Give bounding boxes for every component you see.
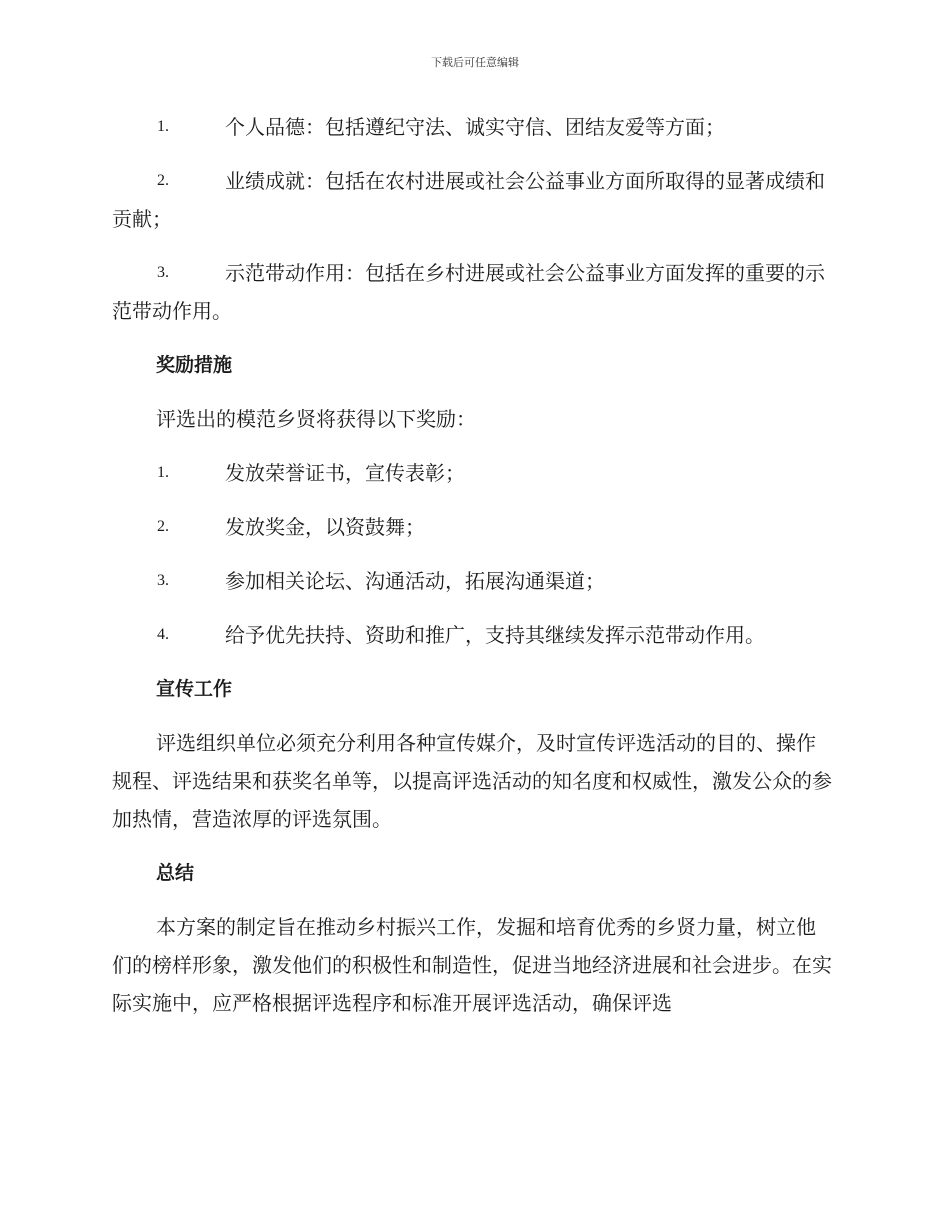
section-heading-summary: 总结 xyxy=(156,862,195,884)
list-item-text: 示范带动作用：包括在乡村进展或社会公益事业方面发挥的重要的示范带动作用。 xyxy=(112,261,825,323)
list-number: 3. xyxy=(157,572,169,589)
list-item-text: 业绩成就：包括在农村进展或社会公益事业方面所取得的显著成绩和贡献； xyxy=(112,169,825,231)
reward-item xyxy=(112,508,834,546)
list-item-text: 给予优先扶持、资助和推广，支持其继续发挥示范带动作用。 xyxy=(225,623,765,647)
document-body xyxy=(112,108,834,1022)
reward-item xyxy=(112,616,834,654)
list-number: 2. xyxy=(157,518,169,535)
rewards-intro: 评选出的模范乡贤将获得以下奖励： xyxy=(156,407,476,431)
list-item-text: 个人品德：包括遵纪守法、诚实守信、团结友爱等方面； xyxy=(225,115,725,139)
section-heading-rewards: 奖励措施 xyxy=(156,354,233,376)
criteria-item xyxy=(112,162,834,238)
list-number: 1. xyxy=(157,118,169,135)
publicity-paragraph: 评选组织单位必须充分利用各种宣传媒介，及时宣传评选活动的目的、操作规程、评选结果和获奖名单等，以提高评选活动的知名度和权威性，激发公众的参加热情，营造浓厚的评选氛围。 xyxy=(112,731,832,831)
criteria-item xyxy=(112,254,834,330)
list-item-text: 参加相关论坛、沟通活动，拓展沟通渠道； xyxy=(225,569,605,593)
reward-item xyxy=(112,562,834,600)
list-number: 3. xyxy=(157,264,169,281)
list-number: 4. xyxy=(157,626,169,643)
reward-item xyxy=(112,454,834,492)
summary-paragraph: 本方案的制定旨在推动乡村振兴工作，发掘和培育优秀的乡贤力量，树立他们的榜样形象，激发他们的积极性和制造性，促进当地经济进展和社会进步。在实际实施中，应严格根据评选程序和标准开展评选活动，确保评选 xyxy=(112,915,832,1015)
list-number: 2. xyxy=(157,172,169,189)
page-header: 下载后可任意编辑 xyxy=(431,56,519,69)
section-heading-publicity: 宣传工作 xyxy=(156,678,233,700)
criteria-item xyxy=(112,108,834,146)
list-item-text: 发放荣誉证书，宣传表彰； xyxy=(225,461,465,485)
list-number: 1. xyxy=(157,464,169,481)
list-item-text: 发放奖金，以资鼓舞； xyxy=(225,515,425,539)
